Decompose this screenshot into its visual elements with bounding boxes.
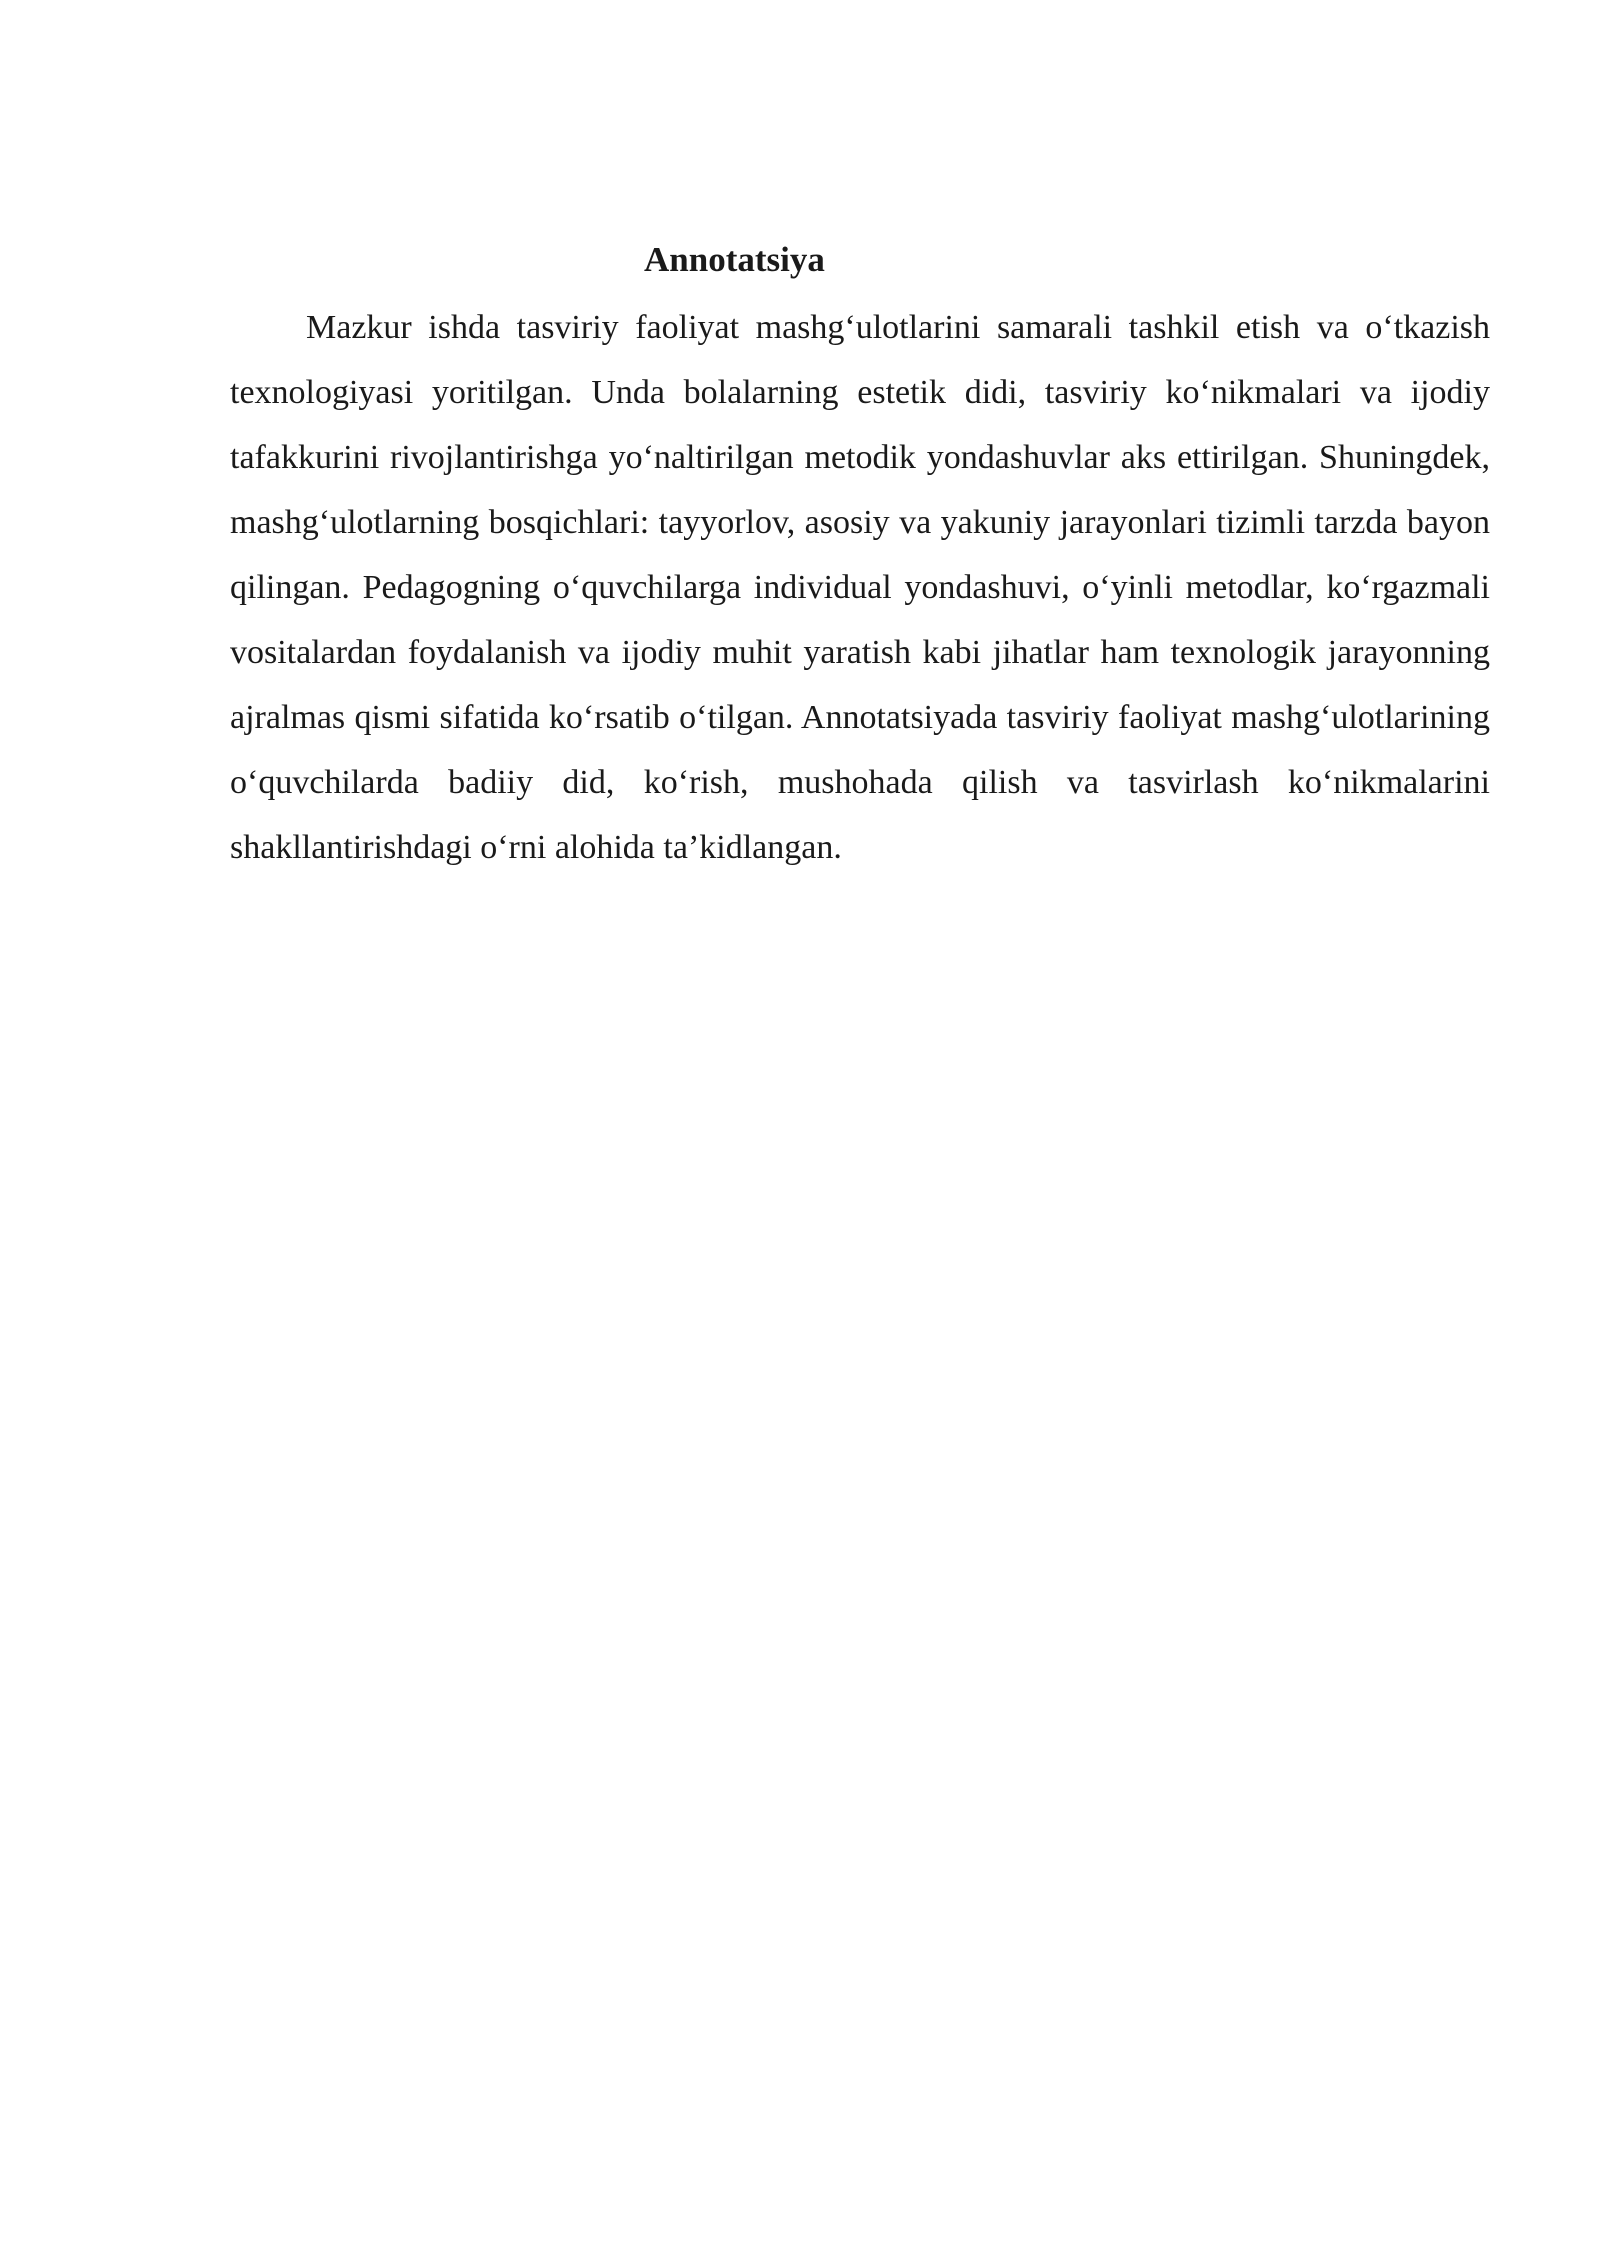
abstract-paragraph: Mazkur ishda tasviriy faoliyat mashg‘ulotlarini samarali tashkil etish va o‘tkazish texnologiyasi yoritilgan. Unda bolalarning estetik didi, tasviriy ko‘nikmalari va ijodiy tafakkurini rivojlantirishga yo‘naltirilgan metodik yondashuvlar aks ettirilgan. Shuningdek, mashg‘ulotlarning bosqichlari: tayyorlov, asosiy va yakuniy jarayonlari tizimli tarzda bayon qilingan. Pedagogning o‘quvchilarga individual yondashuvi, o‘yinli metodlar, ko‘rgazmali vositalardan foydalanish va ijodiy muhit yaratish kabi jihatlar ham texnologik jarayonning ajralmas qismi sifatida ko‘rsatib o‘tilgan. Annotatsiyada tasviriy faoliyat mashg‘ulotlarining o‘quvchilarda badiiy did, ko‘rish, mushohada qilish va tasvirlash ko‘nikmalarini shakllantirishdagi o‘rni alohida ta’kidlangan. [230,309,1490,866]
document-body [230,225,1490,880]
document-title: Annotatsiya [644,240,825,279]
